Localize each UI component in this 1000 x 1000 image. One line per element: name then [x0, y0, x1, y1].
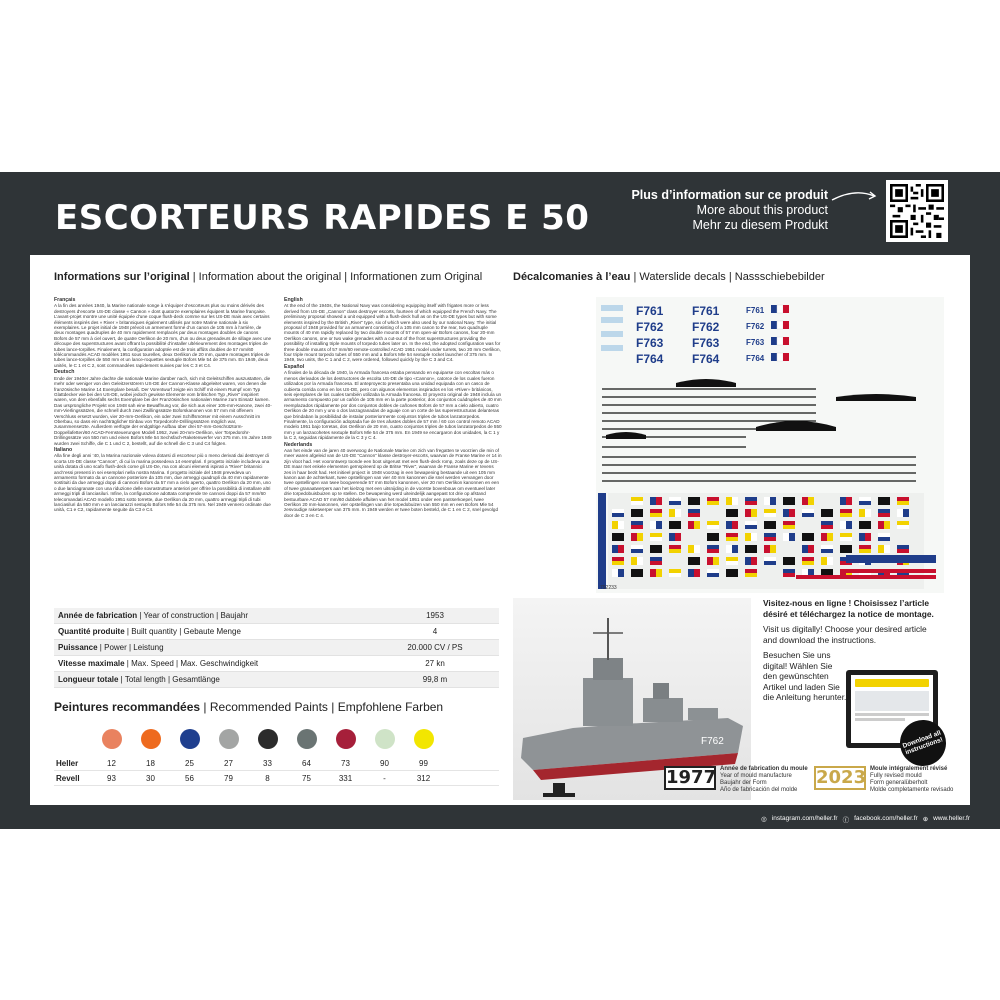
lang-label-es: Español — [284, 363, 305, 370]
paint-code-heller: 33 — [263, 758, 272, 768]
more-info-block — [631, 188, 828, 233]
signal-flag — [726, 557, 738, 565]
lang-label-de: Deutsch — [54, 369, 75, 376]
signal-flag — [688, 497, 700, 505]
revised-es: Molde completamente revisado — [870, 787, 954, 793]
waterline-stripes — [602, 389, 916, 481]
revised-de: Form generalüberholt — [870, 780, 928, 786]
signal-flag — [878, 521, 890, 529]
signal-flag — [745, 497, 757, 505]
paint-code-heller: 64 — [302, 758, 311, 768]
signal-flag — [783, 569, 795, 577]
signal-flag — [612, 569, 624, 577]
signal-flag — [726, 497, 738, 505]
original-info-heading-fr: Informations sur l’original — [54, 271, 190, 283]
spec-key-rest: | Total length | Gesamtlänge — [118, 675, 220, 684]
spec-row — [54, 640, 499, 656]
signal-flag — [707, 545, 719, 553]
signal-flag — [745, 521, 757, 529]
paint-swatch — [131, 729, 170, 749]
paint-code-revell: 79 — [224, 773, 233, 783]
qr-code-icon — [890, 184, 944, 238]
signal-flag — [688, 509, 700, 517]
facebook-link[interactable]: facebook.com/heller.fr — [854, 815, 918, 822]
spec-key-fr: Année de fabrication — [58, 611, 138, 620]
signal-flag — [821, 545, 833, 553]
signal-flag — [878, 497, 890, 505]
signal-flag — [878, 545, 890, 553]
paint-swatch-dot — [258, 729, 278, 749]
decals-heading — [513, 271, 825, 283]
original-info-heading-rest: | Information about the original | Informationen zum Original — [189, 271, 483, 283]
spec-key-rest: | Max. Speed | Max. Geschwindigkeit — [124, 659, 259, 668]
paint-swatch — [209, 729, 248, 749]
signal-flag — [783, 521, 795, 529]
text-it: Alla fine degli anni ’40, la Marina nazionale voleva dotarsi di escorteur più o meno derivati dai destroyer di scorta US-DE classe “Cannon”, di cui la marina possedeva 14 esemplari. Il progetto iniziale includeva una unità dotata di uno scafo flush-deck come gli US-De, ma con alcuni elementi ispirati a “River” britannici anch’essi presenti in sei esemplari nella nostra Marina. Il progetto iniziale del 1948 prevedeva un armamento formato da un cannone posteriore da 105 mm, due armeggi quadrupli da 40 mm rapidamente sostituiti da due armeggi doppi di cannoni Bofors da 57 mm a cielo aperto, quattro Oerlikon da 20 mm, uno o due lanciagranate con una riduzione delle sovrastrutture anteriori per offrire la possibilità di installare altri armeggi tripli di lanciasiluri. Infine, la configurazione adottata comprende tre cannoni doppi da 57 mm/60 telecomandati ACAD modello 1951 sotto torrette, due Oerlikon da 20 mm, quattro armeggi tripli di tubi lanciasiluri da 550 mm e un lanciarazzi sestuplo Bofors Mle 54 da 375 mm. Nel 1949 vennero ordinate due unità, C1 e C2, rapidamente seguite da C3 e C4. — [54, 453, 271, 513]
signal-flag — [783, 497, 795, 505]
signal-flag — [745, 557, 757, 565]
signal-flag — [707, 569, 719, 577]
brand-heller: Heller — [56, 758, 79, 768]
hull-code-decal: F761 — [692, 304, 720, 318]
signal-flag — [688, 521, 700, 529]
signal-flag — [612, 521, 624, 529]
signal-flag — [745, 509, 757, 517]
hull-code-decal: F762 — [692, 320, 720, 334]
paint-code-revell: 331 — [338, 773, 353, 783]
revised-en: Fully revised mould — [870, 773, 922, 779]
paint-swatches — [92, 729, 443, 749]
paint-code-heller: 25 — [185, 758, 194, 768]
signal-flag — [821, 557, 833, 565]
hull-code-decal: F762 — [636, 320, 664, 334]
hull-code-decal: F763 — [692, 336, 720, 350]
tricolour-flags — [771, 305, 789, 361]
signal-flag — [726, 569, 738, 577]
paint-code-revell: 93 — [107, 773, 116, 783]
hull-code-decal: F764 — [636, 352, 664, 366]
paint-row-heller — [54, 756, 499, 771]
mould-year-note — [720, 766, 808, 794]
paint-code-heller: 90 — [380, 758, 389, 768]
paint-swatch — [92, 729, 131, 749]
brand-revell: Revell — [56, 773, 80, 783]
signal-flag — [707, 557, 719, 565]
signal-flag — [726, 509, 738, 517]
signal-flag — [764, 521, 776, 529]
more-info-de: Mehr zu diesem Produkt — [692, 218, 828, 232]
signal-flag — [783, 509, 795, 517]
signal-flag — [859, 497, 871, 505]
signal-flag — [669, 521, 681, 529]
paint-code-revell: - — [383, 773, 386, 783]
signal-flag — [897, 545, 909, 553]
spec-key-fr: Longueur totale — [58, 675, 119, 684]
signal-flag — [878, 509, 890, 517]
signal-flags — [598, 493, 924, 589]
paint-swatch — [404, 729, 443, 749]
signal-flag — [821, 533, 833, 541]
paint-code-heller: 18 — [146, 758, 155, 768]
hull-code-decal-small: F762 — [746, 322, 765, 331]
signal-flag — [612, 545, 624, 553]
paint-swatch — [326, 729, 365, 749]
arrow-icon — [830, 186, 880, 206]
specs-table — [54, 608, 499, 688]
more-info-fr: Plus d’information sur ce produit — [631, 188, 828, 202]
paint-code-heller: 99 — [419, 758, 428, 768]
signal-flag — [669, 533, 681, 541]
mould-made-es: Año de fabricación del molde — [720, 787, 798, 793]
signal-flag — [840, 521, 852, 529]
signal-flag — [802, 509, 814, 517]
paint-swatch-dot — [219, 729, 239, 749]
signal-flag — [650, 497, 662, 505]
signal-flag — [859, 533, 871, 541]
signal-flag — [726, 533, 738, 541]
spec-row — [54, 672, 499, 688]
spec-key-rest: | Built quantity | Gebaute Menge — [124, 627, 241, 636]
decals-heading-fr: Décalcomanies à l’eau — [513, 271, 631, 283]
signal-flag — [669, 497, 681, 505]
spec-key-fr: Quantité produite — [58, 627, 125, 636]
signal-flag — [650, 533, 662, 541]
mould-year-box: 1977 — [666, 767, 717, 788]
signal-flag — [631, 497, 643, 505]
decal-sheet-code: 792233 — [600, 585, 617, 591]
signal-flag — [764, 557, 776, 565]
signal-flag — [878, 533, 890, 541]
signal-flag — [859, 521, 871, 529]
text-nl: Aan het einde van de jaren 40 overwoog de Nationale Marine om zich van fregatten te voorzien die min of meer waren afgeleid van de US-DE “Cannon” klasse destroyer-escorts, waarvan de Franse Marine er 14 in zijn vloot had. Het voorontwerp toonde een boot uitgerust met een flush-deck romp, zoals deze op de US-DE maar met enkele elementen geïnspireerd op de Britse “River”, waarvan de Franse Marine er tevens zes in haar bezit had. Het initieel project in 1948 voorzag in een bewapening bestaande uit een 105 mm kanon aan de achterkant, twee opstellingen van vier 40 mm kanonnen die snel werden vervangen door twee opstellingen van twee boogverende 57 mm Bofors kanonnen, vier 20 mm Oerlikon kanonnen en een of twee granaatwerpers aan het kielzog met een uitsnijding in de voorste bovenbouw om eventueel later drie torpedobuisbuizen op te stellen. De bewapening werd uiteindelijk aangepast tot drie op afstand bestuurbare ACAD 57 mm/60 dubbele affuiten van het model 1951 onder een pantserkoepel, twee Oerlikon 20 mm-kanonnen, vier opstellingen van drie torpedobuizen van 550 mm en een Bofors Mle 54 zesvoudige raketwerper van 375 mm. In 1949 werden er twee boten besteld, de C 1 en C 2, snel gevolgd door de C 3 en C 4. — [284, 447, 502, 518]
decal-sheet-image — [596, 297, 944, 593]
paint-swatch-dot — [297, 729, 317, 749]
visit-text-fr: Visitez-nous en ligne ! Choisissez l’article désiré et téléchargez la notice de montage. — [763, 598, 934, 619]
footer — [0, 812, 1000, 826]
signal-flag — [650, 545, 662, 553]
signal-flag — [669, 509, 681, 517]
mould-made-de: Baujahr der Form — [720, 780, 767, 786]
paint-code-revell: 8 — [265, 773, 270, 783]
signal-flag — [612, 533, 624, 541]
paint-code-revell: 30 — [146, 773, 155, 783]
website-link[interactable]: www.heller.fr — [933, 815, 970, 822]
signal-flag — [669, 545, 681, 553]
paint-code-revell: 75 — [302, 773, 311, 783]
signal-flag — [631, 545, 643, 553]
paint-swatch-dot — [375, 729, 395, 749]
signal-flag — [726, 521, 738, 529]
spec-key-fr: Puissance — [58, 643, 98, 652]
signal-flag — [764, 509, 776, 517]
signal-flag — [631, 557, 643, 565]
lang-label-nl: Nederlands — [284, 441, 313, 448]
decals-heading-rest: | Waterslide decals | Nassschiebebilder — [630, 271, 825, 283]
spec-key-rest: | Power | Leistung — [97, 643, 164, 652]
signal-flag — [650, 521, 662, 529]
signal-flag — [745, 533, 757, 541]
signal-flag — [688, 557, 700, 565]
download-instructions-badge[interactable]: Download all instructions! — [894, 714, 953, 773]
signal-flag — [859, 545, 871, 553]
signal-flag — [764, 497, 776, 505]
spec-row — [54, 656, 499, 672]
signal-flag — [802, 557, 814, 565]
signal-flag — [631, 521, 643, 529]
signal-flag — [612, 557, 624, 565]
signal-flag — [783, 557, 795, 565]
hull-number-decals — [636, 304, 720, 366]
paint-code-revell: 56 — [185, 773, 194, 783]
instagram-icon: ◎ — [761, 816, 767, 823]
more-info-en: More about this product — [696, 203, 828, 217]
signal-flag — [612, 509, 624, 517]
paint-swatch-dot — [336, 729, 356, 749]
signal-flag — [688, 569, 700, 577]
text-es: A finales de la década de 1940, la Armada francesa estaba pensando en equiparse con escoltas más o menos derivados de los destructores de escolta US-DE de tipo «Cannon», catorce de los cuales fueron utilizados por la Armada francesa. El anteproyecto presentaba una unidad equipada con un casco de cubierta corrida como en los US-DE, pero con algunos elementos inspirados en los «River» británicos, seis ejemplares de los cuales también utilizaba la Armada francesa. El proyecto original de 1948 incluía un armamento compuesto por un cañón de 105 mm en la parte posterior, dos conjuntos cuádruples de 40 mm reemplazados rápidamente por dos conjuntos dobles de cañones Bofors de 57 mm a cielo abierto, cuatro Oerlikon de 20 mm y uno o dos lanzagranadas de aguaje con un corte de las superestructuras delanteras que brindaban la posibilidad de instalar posteriormente conjuntos triples de tubos lanzatorpedos. Finalmente, la configuración adoptada fue de tres afustes dobles de 57 mm / 60 con control remoto ACAD modelo 1951 bajo torretas, dos Oerlikon de 20 mm, cuatro conjuntos triples de tubos lanzatorpedos de 550 mm y un lanzacohetes sextuple Bofors Mle 54 de 375 mm. En 1949 se encargaron dos unidades, la C 1 y la C 2, seguidas rápidamente de la C 3 y C 4. — [284, 370, 502, 441]
spec-row — [54, 624, 499, 640]
paints-heading-fr: Peintures recommandées — [54, 700, 201, 714]
spec-value: 1953 — [426, 611, 444, 620]
signal-flag — [707, 533, 719, 541]
qr-code[interactable] — [886, 180, 948, 242]
spec-key-fr: Vitesse maximale — [58, 659, 125, 668]
paint-swatch-dot — [414, 729, 434, 749]
signal-flag — [650, 509, 662, 517]
signal-flag — [726, 545, 738, 553]
signal-flag — [707, 521, 719, 529]
paint-swatch — [365, 729, 404, 749]
text-column-left — [54, 296, 272, 515]
signal-flag — [764, 545, 776, 553]
paint-table — [54, 756, 499, 786]
signal-flag — [631, 569, 643, 577]
ship-hull-code: F762 — [701, 736, 724, 747]
signal-flag — [650, 557, 662, 565]
signal-flag — [840, 545, 852, 553]
lang-label-it: Italiano — [54, 446, 73, 453]
spec-key-rest: | Year of construction | Baujahr — [137, 611, 249, 620]
spec-row — [54, 608, 499, 624]
signal-flag — [688, 545, 700, 553]
paint-swatch — [287, 729, 326, 749]
hull-code-decal: F761 — [636, 304, 664, 318]
paint-swatch — [248, 729, 287, 749]
lang-label-en: English — [284, 297, 303, 303]
revised-year-box: 2023 — [816, 767, 867, 788]
hull-code-decal-small: F763 — [746, 338, 765, 347]
signal-flag — [783, 533, 795, 541]
globe-icon: ⊕ — [922, 816, 929, 823]
signal-flag — [650, 569, 662, 577]
text-en: At the end of the 1940s, the National Navy was considering equipping itself with frigates more or less derived from US-DE „Cannon“ class destroyer escorts, fourteen of which equipped the French Navy. The preliminary proposal showed a unit equipped with a flush-deck hull as on the US-DE types but with some elements inspired by the British „River“ type, six of which were also used by our national Navy. The initial proposal of 1948 provided for an armament consisting of a 105 mm canon to the rear, two quadruple mounts of 40 mm rapidly replaced by two double mounts of 57 mm open-air Bofors canons, four 20-mm Oerlikon canons, one or two wake grenades with a cut-out of the front superstructures providing the possibility of installing triple mounts of torpedo tubes later on. In the end, the adopted configuration was for three double mounts of 57 mm/60 remote-controlled ACAD 1951 model under turrets, two 20 mm Oerlikon, four triple mount torpedo tubes of 550 mm and a Bofors Mle 54 sextuple rocket launcher of 375 mm. In 1949, two units, the C 1 and C 2, were ordered, followed quickly by the C 3 and C4. — [284, 303, 501, 363]
signal-flag — [745, 569, 757, 577]
instagram-link[interactable]: instagram.com/heller.fr — [771, 815, 838, 822]
signal-flag — [764, 533, 776, 541]
mould-made-en: Year of mould manufacture — [720, 773, 792, 779]
signal-flag — [802, 545, 814, 553]
signal-flag — [707, 497, 719, 505]
signal-flag — [897, 497, 909, 505]
page-title: ESCORTEURS RAPIDES E 50 — [55, 198, 590, 238]
hull-code-decal-small: F764 — [746, 354, 765, 363]
signal-flag — [802, 497, 814, 505]
spec-value: 4 — [432, 627, 438, 636]
original-info-heading — [54, 271, 482, 283]
signal-flag — [669, 569, 681, 577]
hull-code-decal: F764 — [692, 352, 720, 366]
paint-row-revell — [54, 771, 499, 786]
signal-flag — [631, 533, 643, 541]
paint-swatch-dot — [141, 729, 161, 749]
hull-code-decal: F763 — [636, 336, 664, 350]
revised-year-note — [870, 766, 953, 794]
signal-flag — [840, 509, 852, 517]
paint-code-heller: 27 — [224, 758, 233, 768]
visit-text-de: Besuchen Sie uns digital! Wählen Sie den gewünschten Artikel und laden Sie die Anleitung herunter. — [763, 650, 847, 702]
paint-code-heller: 12 — [107, 758, 116, 768]
signal-flag — [840, 533, 852, 541]
paint-code-heller: 73 — [341, 758, 350, 768]
signal-flag — [821, 521, 833, 529]
paint-swatch-dot — [102, 729, 122, 749]
signal-flag — [802, 533, 814, 541]
spec-value: 99,8 m — [422, 675, 448, 684]
paint-swatch-dot — [180, 729, 200, 749]
signal-flag — [897, 521, 909, 529]
spec-value: 20.000 CV / PS — [407, 643, 463, 652]
text-de: Ende der 1940er Jahre dachte die nationale Marine darüber nach, sich mit Geleitschiffen auszustatten, die mehr oder weniger von den Geleitzerstörern US-DE der Cannon-Klasse abgeleitet waren, von denen die französische Marine 14 Exemplare besaß. Der Vorentwurf zeigte ein Schiff mit einem Rumpf vom Typ Glattdecker wie bei den US-DE, wobei jedoch gewisse Elemente vom britischen Typ „River“ inspiriert waren, von dem ebenfalls sechs Exemplare bei der Französischen nationalen Marine zum Einsatz kamen. Das ursprüngliche Projekt von 1948 sah eine Bewaffnung vor, die sich aus einer 105-mm-Kanone, zwei 40-mm-Vierlingssätzen, die schnell durch zwei Zwillingssätze Boforskanonen von 57 mm mit offenem Verschluss ersetzt wurden, vier 20-mm-Oerlikon, ein oder zwei Schiffsmörser mit einem Ausschnitt im Oberbau, so dass ein nachträglicher Einbau von Torpedorohr-Drillingssätzen möglich war, zusammensetzte. Außerdem verfügte der endgültige Aufbau über drei 57-mm-Geschütztürm-Doppellafetten/60 ACAD-Fernsteuerungen Modell 1952, zwei 20-mm-Oerlikon, vier Torpedorohr-Drillingssätze von 550 mm und einen Bofors Mle 54 Sechsfach-Raketenwerfer von 375 mm. Im Jahre 1949 wurden zwei Schiffe, die C 1 und C 2, bestellt, auf die schnell die C 3 und C4 folgten. — [54, 375, 272, 446]
mould-made-fr: Année de fabrication du moule — [720, 766, 808, 772]
hull-code-decal-small: F761 — [746, 306, 765, 315]
signal-flag — [745, 545, 757, 553]
paint-code-revell: 312 — [416, 773, 431, 783]
facebook-icon: ⓕ — [842, 817, 850, 824]
signal-flag — [840, 497, 852, 505]
signal-flag — [897, 509, 909, 517]
paints-heading-rest: | Recommended Paints | Empfohlene Farben — [200, 700, 444, 714]
text-column-right — [284, 296, 502, 520]
lang-label-fr: Français — [54, 297, 76, 303]
signal-flag — [859, 509, 871, 517]
paints-heading — [54, 700, 443, 714]
paint-swatch — [170, 729, 209, 749]
revised-fr: Moule intégralement révisé — [870, 766, 948, 772]
signal-flag — [821, 509, 833, 517]
visit-text-en: Visit us digitally! Choose your desired article and download the instructions. — [763, 624, 927, 645]
spec-value: 27 kn — [425, 659, 445, 668]
signal-flag — [631, 509, 643, 517]
text-fr: A la fin des années 1940, la Marine nationale songe à s’équiper d’escorteurs plus ou moins dérivés des destroyers d’escorte US-DE classe « Cannon » dont quatorze exemplaires équipent la Marine française. L’avant-projet montre une unité équipée d’une coque flush-deck comme sur les US-DE mais avec certains éléments inspirés des « River » britanniques également utilisés par notre Marine nationale à six exemplaires. Le projet initial de 1948 prévoit un armement formé d’un canon de 105 mm à l’arrière, de deux montages quadruples de 40 mm rapidement remplacés par deux montages doubles de canons Bofors de 57 mm à ciel ouvert, de quatre Oerlikon de 20 mm, d’un ou deux grenadeurs de sillage avec une découpe des superstructures avant offrant la possibilité d’installer ultérieurement des montages triples de tubes lance-torpilles. Finalement, la configuration adoptée est de trois affûts doubles de 57 mm/60 télécommandés ACAD modèles 1951 sous tourelles, deux Oerlikon de 20 mm, quatre montages triples de tubes lance-torpilles de 550 mm et un lance-roquettes sextuple Bofors Mle 54 de 375 mm. En 1949, deux unités, le C 1 et C 2, sont commandées rapidement suivies par les C 3 et C4. — [54, 303, 272, 368]
